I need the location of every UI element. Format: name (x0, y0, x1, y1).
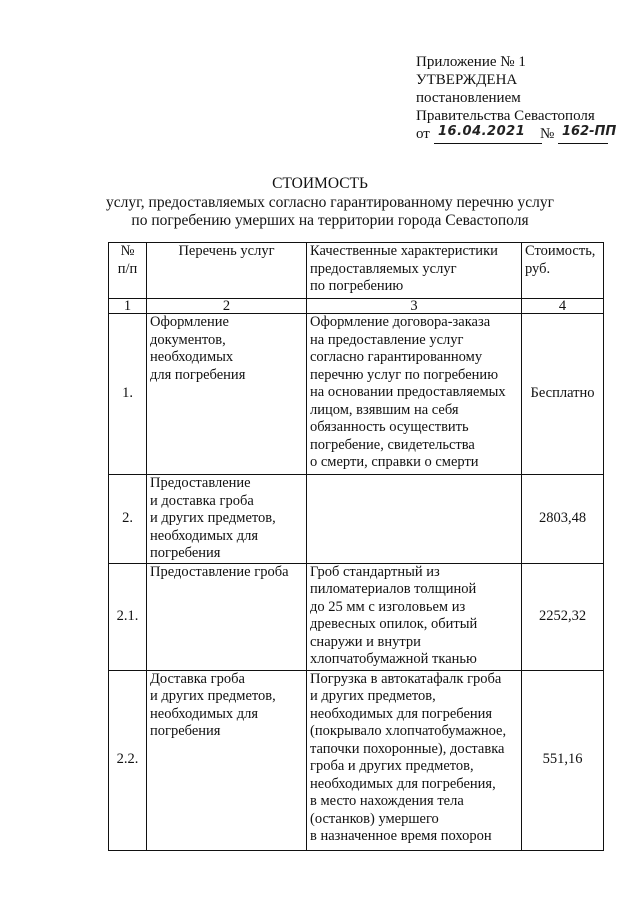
document-subtitle-line1: услуг, предоставляемых согласно гарантированному перечню услуг (106, 194, 554, 211)
row-cost: Бесплатно (522, 314, 604, 475)
row-service: Оформление документов, необходимых для погребения (147, 314, 307, 475)
table-row (109, 670, 604, 850)
header-num: № п/п (109, 243, 147, 299)
index-cell: 1 (109, 299, 147, 314)
government-label: Правительства Севастополя (416, 108, 595, 124)
approved-label: УТВЕРЖДЕНА (416, 72, 518, 88)
date-prefix: от (416, 126, 430, 142)
decree-date-number-line (416, 125, 631, 145)
row-number: 2.2. (109, 670, 147, 850)
index-cell: 3 (307, 299, 522, 314)
row-characteristics: Погрузка в автокатафалк гроба и других предметов, необходимых для погребения (покрывало хлопчатобумажное, тапочки похоронные), доставка гроба и других предметов, необходимых для погребения, в место нахождения тела (останков) умершего в назначенное время похорон (307, 670, 522, 850)
index-cell: 4 (522, 299, 604, 314)
row-number: 2.1. (109, 563, 147, 670)
table-row (109, 314, 604, 475)
decree-number: 162-ПП (562, 124, 617, 139)
row-service: Предоставление и доставка гроба и других предметов, необходимых для погребения (147, 475, 307, 564)
decree-label: постановлением (416, 90, 521, 106)
table-index-row (109, 299, 604, 314)
number-label: № (540, 126, 555, 142)
document-subtitle-line2: по погребению умерших на территории города Севастополя (131, 212, 529, 229)
row-characteristics: Оформление договора-заказа на предоставление услуг согласно гарантированному перечню услуг по погребению на основании предоставляемых лицом, взявшим на себя обязанность осуществить погребение, свидетельства о смерти, справки о смерти (307, 314, 522, 475)
row-number: 2. (109, 475, 147, 564)
row-cost: 551,16 (522, 670, 604, 850)
table-header-row (109, 243, 604, 299)
row-cost: 2252,32 (522, 563, 604, 670)
index-cell: 2 (147, 299, 307, 314)
appendix-label: Приложение № 1 (416, 54, 526, 70)
document-title: СТОИМОСТЬ (272, 175, 368, 192)
header-cost: Стоимость, руб. (522, 243, 604, 299)
row-number: 1. (109, 314, 147, 475)
table-row (109, 475, 604, 564)
approval-stamp (416, 53, 631, 145)
header-characteristics: Качественные характеристики предоставляемых услуг по погребению (307, 243, 522, 299)
decree-date: 16.04.2021 (438, 124, 526, 139)
header-service: Перечень услуг (147, 243, 307, 299)
row-cost: 2803,48 (522, 475, 604, 564)
table-row (109, 563, 604, 670)
row-service: Доставка гроба и других предметов, необходимых для погребения (147, 670, 307, 850)
services-cost-table (108, 242, 604, 851)
row-characteristics: Гроб стандартный из пиломатериалов толщиной до 25 мм с изголовьем из древесных опилок, обитый снаружи и внутри хлопчатобумажной тканью (307, 563, 522, 670)
row-service: Предоставление гроба (147, 563, 307, 670)
row-characteristics (307, 475, 522, 564)
